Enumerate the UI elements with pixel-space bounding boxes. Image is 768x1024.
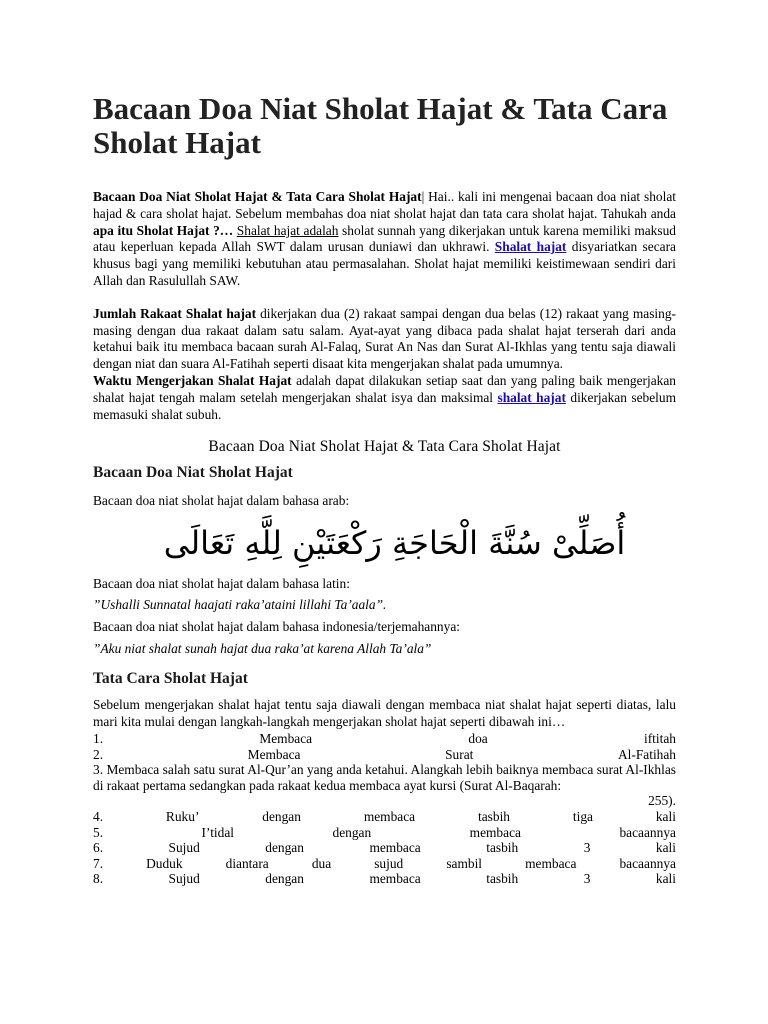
step-word: membaca	[525, 855, 577, 871]
heading-tata-cara: Tata Cara Sholat Hajat	[93, 670, 248, 688]
list-item	[93, 762, 676, 809]
step-word: iftitah	[643, 730, 676, 746]
list-item	[93, 840, 676, 856]
list-item	[93, 809, 676, 825]
step-number: 2.	[93, 746, 104, 762]
shalat-hajat-link-2[interactable]: shalat hajat	[497, 389, 566, 405]
step-number: 8.	[93, 871, 104, 887]
step-word: Surat	[445, 746, 474, 762]
step-number: 1.	[93, 730, 104, 746]
list-item	[93, 871, 676, 887]
step-number: 7.	[93, 855, 104, 871]
intro-paragraph	[93, 189, 676, 290]
step-word: Sujud	[168, 840, 200, 856]
jumlah-text: dikerjakan dua (2) rakaat sampai dengan dua belas (12) rakaat yang masing-masing dengan dua rakaat dalam satu salam. Ayat-ayat yang dibaca pada shalat hajat terserah dari anda ketahui baik itu membaca bacaan surah Al-Falaq, Surat An Nas dan Surat Al-Ikhlas yang tentu saja diawali dengan niat dan suara Al-Fatihah seperti disaat kita mengerjakan shalat pada umumnya.	[93, 305, 676, 372]
step-word: dengan	[262, 808, 301, 824]
arab-label: Bacaan doa niat sholat hajat dalam bahasa arab:	[93, 493, 350, 509]
step-number: 5.	[93, 824, 104, 840]
step-word: Membaca	[247, 746, 301, 762]
step-word: diantara	[225, 855, 269, 871]
step-word: membaca	[369, 871, 421, 887]
step-word: bacaannya	[619, 855, 676, 871]
step-word: dengan	[265, 871, 304, 887]
step-word: Duduk	[146, 855, 183, 871]
step-word: Ruku’	[165, 808, 200, 824]
step-word: dengan	[332, 824, 372, 840]
intro-underlined-text: Shalat hajat adalah	[236, 222, 339, 238]
step-word: Sujud	[168, 871, 200, 887]
step-word: kali	[655, 871, 676, 887]
waktu-paragraph	[93, 373, 676, 423]
intro-question: apa itu Sholat Hajat ?…	[93, 222, 234, 238]
list-item	[93, 856, 676, 872]
step-word: membaca	[363, 808, 416, 824]
intro-text-2: sholat sunnah yang dikerjakan untuk karena memiliki maksud atau keperluan kepada Allah SWT dalam urusan duniawi dan ukhrawi.	[93, 222, 676, 255]
arabic-niat-text: أُصَلِّىْ سُنَّةَ الْحَاجَةِ رَكْعَتَيْنِ لِلَّهِ تَعَالَى	[163, 524, 626, 563]
step-word: Al-Fatihah	[617, 746, 676, 762]
indonesia-text: ”Aku niat shalat sunah hajat dua raka’at karena Allah Ta’ala”	[93, 641, 432, 657]
intro-text: | Hai.. kali ini mengenai bacaan doa niat sholat hajad & cara sholat hajat. Sebelum membahas doa niat sholat hajat dan tata cara sholat hajat. Tahukah anda	[93, 189, 676, 221]
latin-text: ”Ushalli Sunnatal haajati raka’ataini lillahi Ta’aala”.	[93, 597, 387, 613]
step-word: tasbih	[486, 840, 519, 856]
list-item	[93, 825, 676, 841]
list-item	[93, 747, 676, 763]
waktu-text-2: dikerjakan sebelum memasuki shalat subuh.	[93, 389, 676, 422]
step-word: sujud	[374, 855, 404, 871]
step-word: doa	[468, 730, 488, 746]
intro-text-3: disyariatkan secara khusus bagi yang memiliki kebutuhan atau permasalahan. Sholat hajat memiliki keistimewaan sendiri dari Allah dan Rasulullah SAW.	[93, 239, 677, 288]
shalat-hajat-link[interactable]: Shalat hajat	[494, 239, 567, 255]
waktu-text: adalah dapat dilakukan setiap saat dan yang paling baik mengerjakan shalat hajat tengah malam setelah mengerjakan shalat isya dan maksimal	[93, 372, 676, 405]
step-word: 3	[583, 871, 591, 887]
step-3-text: 3. Membaca salah satu surat Al-Qur’an yang anda ketahui. Alangkah lebih baiknya membaca surat Al-Ikhlas di rakaat pertama sedangkan pada rakaat kedua membaca ayat kursi (Surat Al-Baqarah:	[93, 762, 676, 793]
heading-bacaan-doa: Bacaan Doa Niat Sholat Hajat	[93, 464, 293, 482]
step-word: membaca	[369, 840, 421, 856]
steps-list	[93, 731, 676, 887]
step-word: Membaca	[259, 730, 313, 746]
step-word: 3	[583, 840, 591, 856]
jumlah-bold: Jumlah Rakaat Shalat hajat	[93, 305, 257, 321]
step-word: tasbih	[478, 808, 511, 824]
indonesia-label: Bacaan doa niat sholat hajat dalam bahasa indonesia/terjemahannya:	[93, 619, 460, 635]
step-3-end: 255).	[648, 793, 676, 809]
step-word: tasbih	[486, 871, 519, 887]
step-word: dua	[311, 855, 332, 871]
jumlah-rakaat-paragraph	[93, 306, 676, 373]
intro-bold-lead: Bacaan Doa Niat Sholat Hajat & Tata Cara Sholat Hajat	[93, 189, 422, 204]
step-number: 6.	[93, 840, 104, 856]
step-word: sambil	[446, 855, 483, 871]
step-word: kali	[655, 808, 676, 824]
step-word: dengan	[265, 840, 304, 856]
step-word: tiga	[572, 808, 593, 824]
step-word: bacaannya	[619, 824, 676, 840]
latin-label: Bacaan doa niat sholat hajat dalam bahasa latin:	[93, 576, 350, 592]
step-number: 4.	[93, 808, 104, 824]
center-section-title: Bacaan Doa Niat Sholat Hajat & Tata Cara Sholat Hajat	[208, 438, 561, 456]
waktu-bold: Waktu Mengerjakan Shalat Hajat	[93, 372, 292, 388]
step-word: kali	[655, 840, 676, 856]
tata-cara-intro: Sebelum mengerjakan shalat hajat tentu saja diawali dengan membaca niat shalat hajat seperti diatas, lalu mari kita mulai dengan langkah-langkah mengerjakan sholat hajat seperti dibawah ini…	[93, 697, 676, 730]
step-word: membaca	[469, 824, 521, 840]
page-title: Bacaan Doa Niat Sholat Hajat & Tata Cara Sholat Hajat	[93, 91, 668, 160]
list-item	[93, 731, 676, 747]
article	[93, 92, 676, 887]
step-word: I’tidal	[201, 824, 235, 840]
